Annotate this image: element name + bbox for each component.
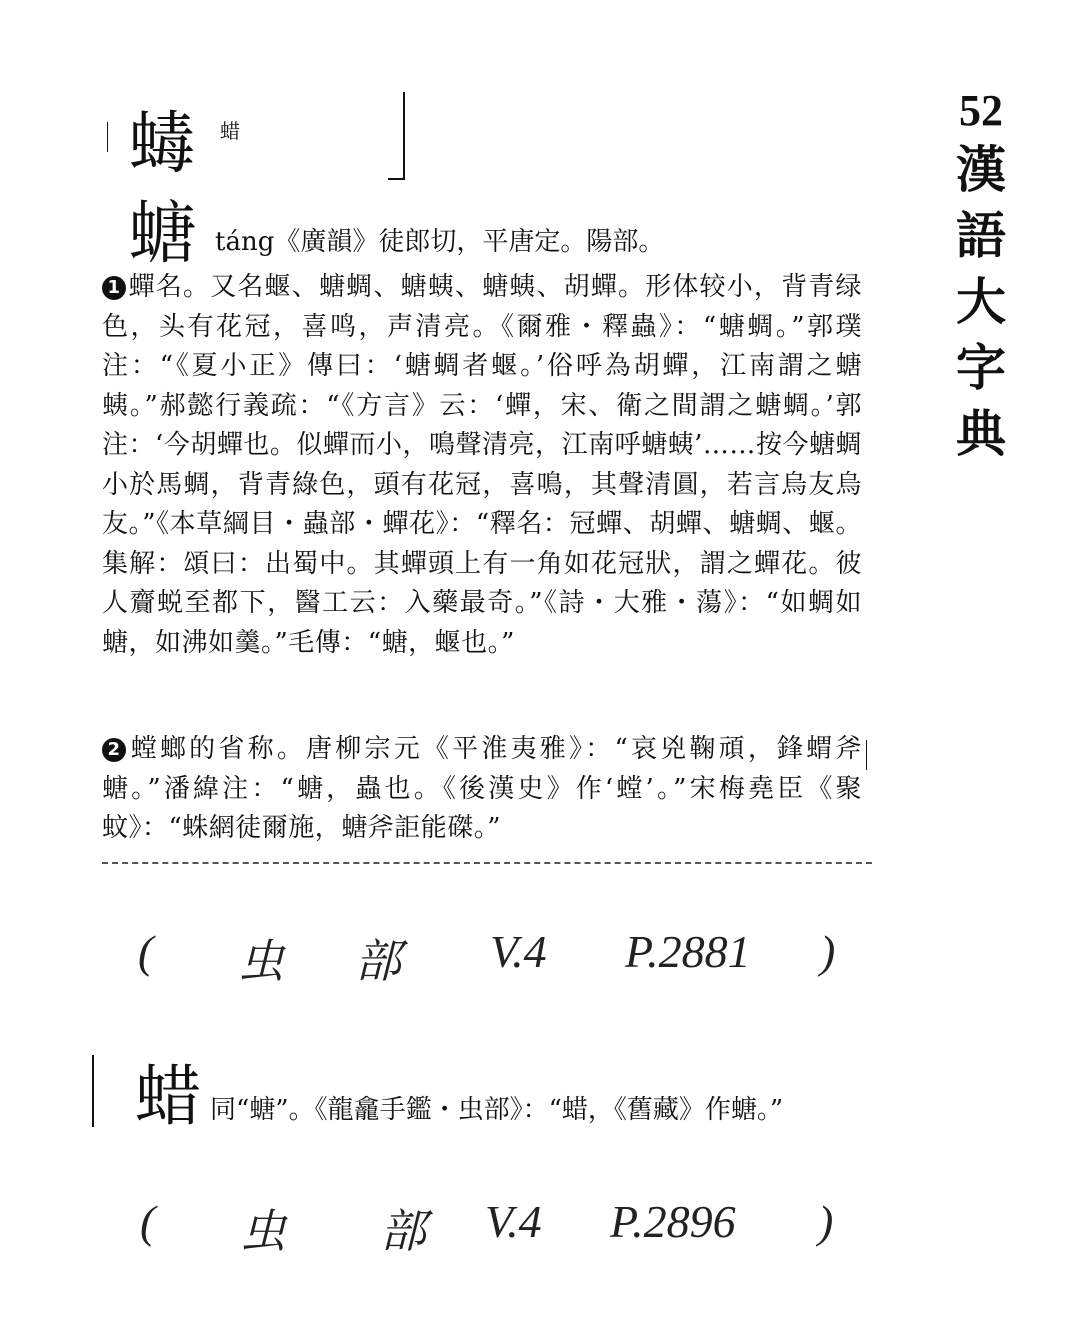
sense-2 — [102, 730, 862, 849]
book-title-char: 大 — [956, 272, 1006, 331]
note-close-paren: ) — [820, 926, 836, 977]
note-radical: 虫 — [238, 936, 284, 987]
note-open-paren: ( — [138, 926, 154, 977]
note-page: P.2881 — [625, 926, 751, 977]
book-title-char: 字 — [956, 338, 1006, 397]
sense-number-2: 2 — [102, 738, 126, 762]
handwritten-reference-2 — [0, 1195, 1080, 1255]
margin-mark — [866, 740, 867, 770]
sense-1 — [102, 268, 862, 663]
book-title-char: 漢 — [956, 140, 1006, 199]
book-title — [945, 85, 1017, 467]
note-volume: V.4 — [485, 1196, 542, 1247]
headword: 螗 — [128, 195, 197, 274]
note-bu: 部 — [355, 936, 401, 987]
cut-line — [102, 862, 872, 864]
note-bu: 部 — [380, 1206, 426, 1257]
headword-variant: 蜡 — [220, 119, 240, 143]
book-title-char: 典 — [956, 404, 1006, 463]
margin-mark — [92, 1055, 94, 1127]
sense-1-text: 蟬名。又名蝘、螗蜩、螗蛦、螗蛦、胡蟬。形体较小，背青绿色，头有花冠，喜鸣，声清亮。《爾雅・釋蟲》：“螗蜩。”郭璞注：“《夏小正》傳曰：‘螗蜩者蝘。’俗呼為胡蟬，江南謂之螗蛦。”郝懿行義疏：“《方言》云：‘蟬，宋、衛之間謂之螗蜩。’郭注：‘今胡蟬也。似蟬而小，鳴聲清亮，江南呼螗蛦’……按今螗蜩小於馬蜩，背青綠色，頭有花冠，喜鳴，其聲清圓，若言烏友烏友。”《本草綱目・蟲部・蟬花》：“釋名：冠蟬、胡蟬、螗蜩、蝘。集解：頌曰：出蜀中。其蟬頭上有一角如花冠狀，謂之蟬花。彼人齎蜕至都下，醫工云：入藥最奇。”《詩・大雅・蕩》：“如蜩如螗，如沸如羹。”毛傳：“螗，蝘也。” — [102, 272, 862, 658]
note-open-paren: ( — [140, 1196, 156, 1247]
sense-number-1: 1 — [102, 276, 126, 300]
bracket-foot — [388, 178, 404, 180]
handwritten-reference-1 — [0, 925, 1080, 985]
entry-2-text: 同“螗”。《龍龕手鑑・虫部》：“蜡，《舊藏》作螗。” — [210, 1095, 784, 1125]
bracket-rule — [403, 92, 405, 180]
note-volume: V.4 — [490, 926, 547, 977]
note-radical: 虫 — [240, 1206, 286, 1257]
note-close-paren: ) — [818, 1196, 834, 1247]
pronunciation: táng《廣韻》徒郎切，平唐定。陽部。 — [215, 227, 665, 257]
headword-small: 蝳 — [128, 105, 197, 184]
note-page: P.2896 — [610, 1196, 736, 1247]
margin-mark — [107, 122, 108, 152]
sense-2-text: 螳螂的省称。唐柳宗元《平淮夷雅》：“哀兇鞠頑，鋒蝟斧螗。”潘緯注：“螗，蟲也。《後漢史》作‘螳’。”宋梅堯臣《聚蚊》：“蛛網徒爾施，螗斧詎能磔。” — [102, 734, 862, 843]
book-title-char: 語 — [956, 206, 1006, 265]
headword-2: 蜡 — [135, 1058, 201, 1135]
book-volume-number: 52 — [959, 86, 1003, 135]
